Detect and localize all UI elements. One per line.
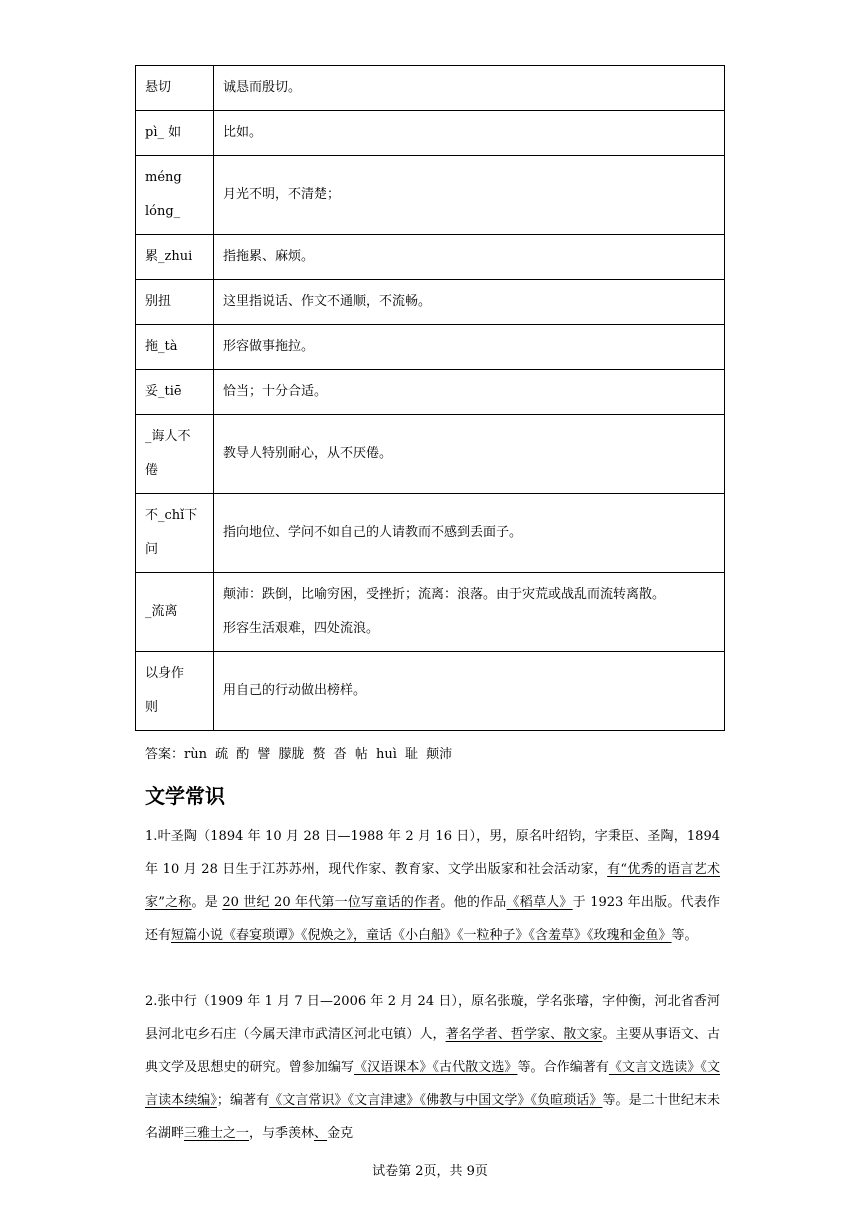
term-cell-line: méng (145, 170, 182, 185)
table-row (136, 494, 725, 573)
term-cell (136, 235, 214, 280)
table-row (136, 280, 725, 325)
text-segment: 。他的作品 (440, 895, 507, 910)
text-segment: ；编著有 (216, 1093, 270, 1108)
underlined-text: 有“优秀的语言艺术家”之称 (145, 862, 720, 910)
definition-cell (214, 370, 725, 415)
underlined-text: 20 世纪 20 年代第一位写童话的作者 (222, 895, 441, 910)
table-row (136, 652, 725, 731)
text-segment: 。是 (191, 895, 223, 910)
term-cell-line: 拖_tà (145, 339, 178, 354)
literature-paragraph-ye-shengtao (145, 820, 720, 952)
definition-cell-line: 用自己的行动做出榜样。 (223, 683, 367, 698)
table-row (136, 415, 725, 494)
term-cell-line: pì_ 如 (145, 125, 182, 140)
table-row (136, 66, 725, 111)
text-segment: 金克 (327, 1126, 354, 1141)
term-cell-line: lóng_ (145, 204, 181, 219)
table-row (136, 156, 725, 235)
definition-cell (214, 156, 725, 235)
term-cell-line: 累_zhui (145, 249, 193, 264)
term-cell-line: _流离 (145, 604, 178, 619)
definition-cell-line: 指拖累、麻烦。 (223, 249, 315, 264)
definition-cell (214, 66, 725, 111)
underlined-text: 《文言常识》《文言津逮》《佛教与中国文学》《负暄琐话》 (269, 1093, 603, 1108)
definition-cell (214, 235, 725, 280)
underlined-text: 《稻草人》 (506, 895, 573, 910)
definition-cell (214, 652, 725, 731)
definition-cell-line: 形容做事拖拉。 (223, 339, 315, 354)
term-cell-line: 别扭 (145, 294, 172, 309)
definition-cell-line: 比如。 (223, 125, 263, 140)
term-cell (136, 66, 214, 111)
text-segment: 1.叶圣陶（1894 年 10 月 28 日—1988 年 2 月 16 日），男，原名叶绍钧，字秉臣、圣陶，1894 年 10 月 28 日生于江苏苏州，现代作家、教育家、文学出版家和社会活动家， (145, 829, 720, 877)
definition-cell (214, 415, 725, 494)
table-row (136, 370, 725, 415)
term-cell (136, 415, 214, 494)
definition-cell-line: 指向地位、学问不如自己的人请教而不感到丢面子。 (223, 525, 523, 540)
term-cell-line: 则 (145, 700, 159, 715)
term-cell-line: 不_chǐ下 (145, 508, 198, 523)
term-cell (136, 573, 214, 652)
definition-cell-line: 恰当；十分合适。 (223, 384, 328, 399)
page-footer: 试卷第 2页，共 9页 (372, 1164, 488, 1179)
definition-cell-line: 月光不明，不清楚； (223, 187, 341, 202)
underlined-text: 短篇小说《春宴琐谭》《倪焕之》，童话《小白船》《一粒种子》《含羞草》《玫瑰和金鱼》 (171, 928, 672, 943)
term-cell (136, 370, 214, 415)
definition-cell-line: 诚恳而殷切。 (223, 80, 302, 95)
text-segment: ，与季羡林 (249, 1126, 315, 1141)
table-row (136, 325, 725, 370)
definition-cell (214, 573, 725, 652)
term-cell-line: _诲人不 (145, 429, 191, 444)
term-cell-line: 以身作 (145, 666, 185, 681)
term-cell (136, 652, 214, 731)
underlined-text: 《文言文选读》《文言读本续编》 (145, 1060, 720, 1108)
underlined-text: 著名学者、哲学家、散文家 (445, 1027, 603, 1042)
term-cell (136, 325, 214, 370)
answer-line: 答案：rùn 疏 酌 譬 朦胧 赘 沓 帖 huì 耻 颠沛 (145, 747, 453, 762)
text-segment: 等。是二十世纪末未名湖畔 (145, 1093, 720, 1141)
table-row (136, 235, 725, 280)
term-cell (136, 280, 214, 325)
term-cell (136, 494, 214, 573)
definition-cell-line: 形容生活艰难，四处流浪。 (223, 621, 380, 636)
term-cell-line: 悬切 (145, 80, 172, 95)
literature-paragraph-zhang-zhongxing (145, 985, 720, 1150)
text-segment: 等。 (671, 928, 698, 943)
underlined-text: 《汉语课本》《古代散文选》 (354, 1060, 518, 1075)
text-segment: 等。合作编著有 (517, 1060, 609, 1075)
table-row (136, 111, 725, 156)
definition-cell (214, 111, 725, 156)
definition-cell (214, 280, 725, 325)
section-title: 文学常识 (145, 784, 225, 808)
term-cell-line: 问 (145, 542, 159, 557)
definition-cell-line: 颠沛：跌倒，比喻穷困，受挫折；流离：浪落。由于灾荒或战乱而流转离散。 (223, 587, 666, 602)
definition-cell-line: 这里指说话、作文不通顺，不流畅。 (223, 294, 432, 309)
underlined-text: 三雅士之一 (184, 1126, 250, 1141)
term-cell-line: 妥_tiē (145, 384, 182, 399)
table-row (136, 573, 725, 652)
definition-cell (214, 325, 725, 370)
definition-cell-line: 教导人特别耐心，从不厌倦。 (223, 446, 393, 461)
underlined-text: 、 (314, 1126, 328, 1141)
text-segment: 于 1923 年出版。代表作还有 (145, 895, 721, 943)
vocabulary-table (135, 65, 725, 731)
term-cell (136, 156, 214, 235)
text-segment: 2.张中行（1909 年 1 月 7 日—2006 年 2 月 24 日），原名张璇，学名张璿，字仲衡，河北省香河县河北屯乡石庄（今属天津市武清区河北屯镇）人， (145, 994, 720, 1042)
term-cell-line: 倦 (145, 463, 159, 478)
text-segment: 。主要从事语文、古典文学及思想史的研究。曾参加编写 (145, 1027, 720, 1075)
term-cell (136, 111, 214, 156)
definition-cell (214, 494, 725, 573)
